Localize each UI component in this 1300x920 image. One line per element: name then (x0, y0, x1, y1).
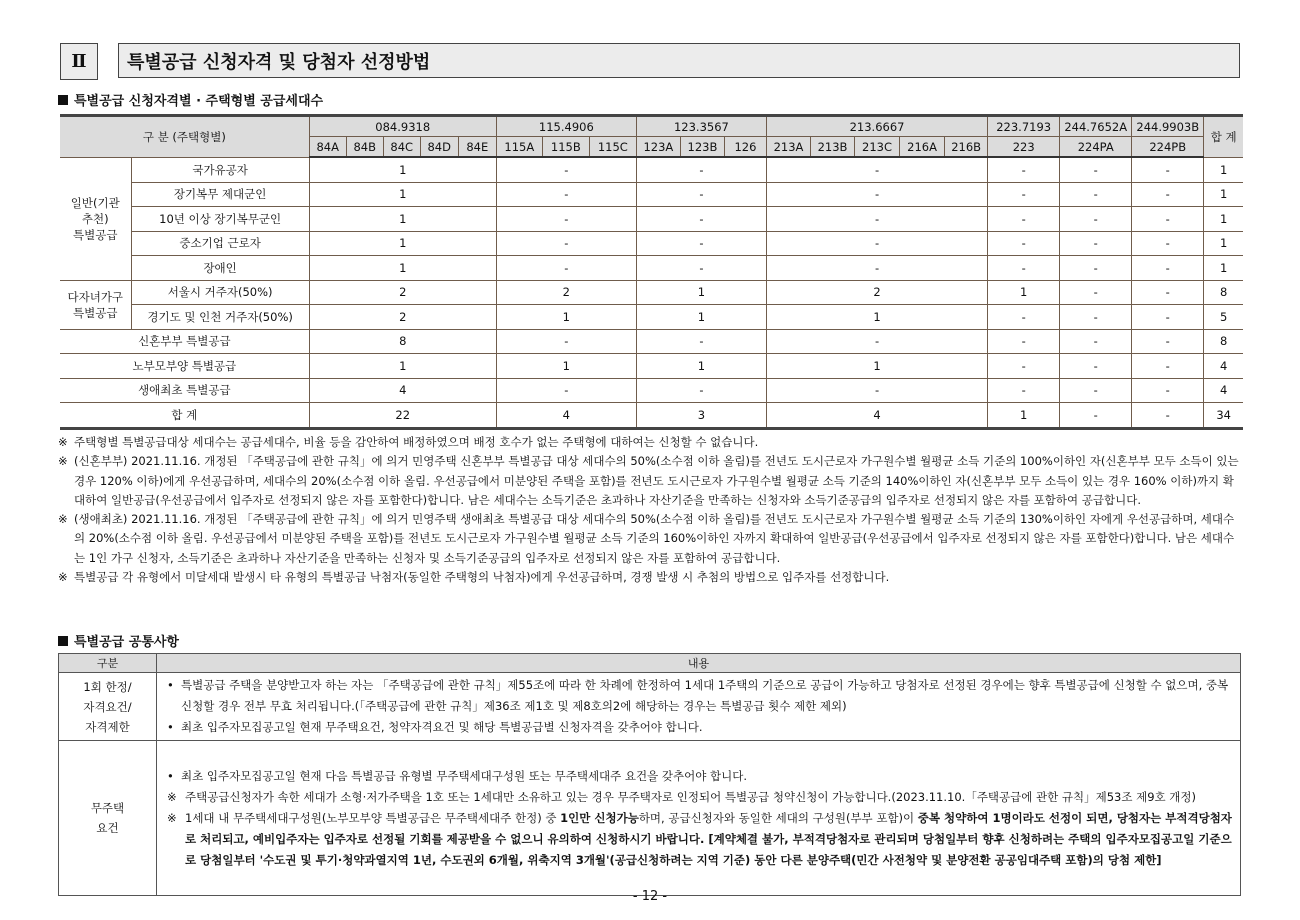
category-multichild: 다자녀가구 특별공급 (60, 280, 131, 329)
value-cell: - (988, 256, 1060, 281)
value-cell: - (1132, 157, 1204, 182)
subtype-header: 84E (458, 137, 496, 158)
list-item: • 최초 입주자모집공고일 현재 무주택요건, 청약자격요건 및 해당 특별공급별 신청자격을 갖추어야 합니다. (167, 720, 703, 734)
value-cell: - (1060, 305, 1132, 330)
value-cell: 1 (309, 207, 496, 232)
corner-header: 구 분 (주택형별) (60, 116, 309, 158)
note-text: (생애최초) 2021.11.16. 개정된 「주택공급에 관한 규칙」에 의거 민영주택 생애최초 특별공급 대상 세대수의 50%(소수점 이하 올림)를 전년도 도시근로자 가구원수별 월평균 소득 기준의 130%이하인 자에게 우선공급하며, 세대수의 20%(소수점 이하 올림. 우선공급에서 미분양된 주택을 포함)를 전년도 도시근로자 가구원수별 월평균 소득 기준의 160%이하인 자까지 확대하여 일반공급(우선공급에서 입주자로 선정되지 않은 자를 포함한다)합니다. 남은 세대수는 1인 가구 신청자, 소득기준은 초과하나 자산기준을 만족하는 신청자 및 소득기준공급의 입주자로 선정되지 않은 자를 포함하여 공급합니다. (74, 512, 1235, 565)
row-total: 1 (1204, 207, 1243, 232)
value-cell: 4 (309, 378, 496, 403)
subtype-header: 84C (383, 137, 420, 158)
subtype-header: 213C (855, 137, 900, 158)
value-cell: - (1132, 280, 1204, 305)
subtype-header: 224PB (1132, 137, 1204, 158)
value-cell: - (1132, 403, 1204, 429)
subtype-header: 115C (589, 137, 636, 158)
row-label: 중소기업 근로자 (131, 231, 309, 256)
row-label: 합 계 (60, 403, 309, 429)
value-cell: - (766, 182, 987, 207)
value-cell: - (988, 354, 1060, 379)
table-row (60, 378, 1243, 403)
table-row (60, 182, 1243, 207)
note-item (58, 433, 1243, 452)
value-cell: 2 (309, 305, 496, 330)
value-cell: - (1060, 329, 1132, 354)
value-cell: 22 (309, 403, 496, 429)
row-total: 1 (1204, 157, 1243, 182)
notes (58, 433, 1243, 587)
row-total: 1 (1204, 231, 1243, 256)
value-cell: 4 (496, 403, 636, 429)
value-cell: - (496, 329, 636, 354)
subtype-header: 84B (346, 137, 383, 158)
row-total: 1 (1204, 182, 1243, 207)
row-category-no-house: 무주택 요건 (59, 741, 157, 896)
value-cell: - (636, 157, 766, 182)
value-cell: - (496, 231, 636, 256)
subtype-header: 126 (724, 137, 766, 158)
note-item (58, 568, 1243, 587)
value-cell: - (1132, 207, 1204, 232)
value-cell: - (636, 256, 766, 281)
row-content-once-limit (157, 673, 1241, 741)
value-cell: 1 (309, 157, 496, 182)
col-content-header: 내용 (157, 654, 1241, 673)
table-row (60, 207, 1243, 232)
value-cell: - (988, 157, 1060, 182)
value-cell: - (1060, 207, 1132, 232)
value-cell: - (766, 256, 987, 281)
table-row (60, 329, 1243, 354)
value-cell: 1 (309, 256, 496, 281)
value-cell: - (1132, 329, 1204, 354)
row-category-once-limit: 1회 한정/ 자격요건/ 자격제한 (59, 673, 157, 741)
value-cell: - (766, 157, 987, 182)
row-total: 8 (1204, 329, 1243, 354)
row-total: 8 (1204, 280, 1243, 305)
value-cell: - (636, 231, 766, 256)
group-header: 244.7652A (1060, 116, 1132, 137)
group-header: 115.4906 (496, 116, 636, 137)
value-cell: 2 (309, 280, 496, 305)
value-cell: - (766, 329, 987, 354)
value-cell: - (1060, 157, 1132, 182)
value-cell: 1 (636, 305, 766, 330)
value-cell: 8 (309, 329, 496, 354)
value-cell: 1 (766, 305, 987, 330)
value-cell: 4 (766, 403, 987, 429)
subtype-header: 115A (496, 137, 542, 158)
group-header: 213.6667 (766, 116, 987, 137)
row-label: 장애인 (131, 256, 309, 281)
value-cell: - (1132, 305, 1204, 330)
note-mark: ※ (58, 570, 68, 585)
subtype-header: 123A (636, 137, 680, 158)
list-item: • 특별공급 주택을 분양받고자 하는 자는 「주택공급에 관한 규칙」제55조에 따라 한 차례에 한정하여 1세대 1주택의 기준으로 공급이 가능하고 당첨자로 선정된 경우에는 향후 특별공급에 신청할 수 없으며, 중복 신청할 경우 전부 무효 처리됩니다.(「주택공급에 관한 규칙」제36조 제1호 및 제8호의2에 해당하는 경우는 특별공급 횟수 제한 제외) (167, 678, 1229, 713)
group-header: 084.9318 (309, 116, 496, 137)
list-item: ※ 1세대 내 무주택세대구성원(노부모부양 특별공급은 무주택세대주 한정) 중 1인만 신청가능하며, 공급신청자와 동일한 세대의 구성원(부부 포함)이 중복 청약하여 1명이라도 선정이 되면, 당첨자는 부적격당첨자로 처리되고, 예비입주자는 입주자로 선정될 기회를 제공받을 수 없으니 유의하여 신청하시기 바랍니다. [계약체결 불가, 부적격당첨자로 관리되며 당첨일부터 향후 신청하려는 주택의 입주자모집공고일 기준으로 당첨일부터 '수도권 및 투기·청약과열지역 1년, 수도권외 6개월, 위축지역 3개월'(공급신청하려는 지역 기준) 동안 다른 분양주택(민간 사전청약 및 분양전환 공공임대주택 포함)의 당첨 제한] (167, 810, 1232, 867)
common-requirements-table (58, 653, 1241, 896)
square-bullet-icon (58, 95, 68, 105)
value-cell: 1 (988, 403, 1060, 429)
supply-table (60, 114, 1243, 430)
square-bullet-icon (58, 636, 68, 646)
value-cell: - (1060, 354, 1132, 379)
table-row (60, 280, 1243, 305)
value-cell: - (988, 231, 1060, 256)
value-cell: 1 (766, 354, 987, 379)
value-cell: 1 (636, 354, 766, 379)
row-label: 장기복무 제대군인 (131, 182, 309, 207)
value-cell: 1 (309, 231, 496, 256)
value-cell: - (1060, 256, 1132, 281)
value-cell: - (1060, 403, 1132, 429)
col-category-header: 구분 (59, 654, 157, 673)
row-label: 10년 이상 장기복무군인 (131, 207, 309, 232)
subtype-header: 213A (766, 137, 810, 158)
value-cell: - (1060, 378, 1132, 403)
value-cell: - (988, 378, 1060, 403)
value-cell: - (636, 182, 766, 207)
section-number: Ⅱ (60, 43, 98, 80)
value-cell: 1 (496, 305, 636, 330)
value-cell: - (496, 157, 636, 182)
value-cell: - (636, 329, 766, 354)
subtype-header: 84A (309, 137, 346, 158)
group-header: 244.9903B (1132, 116, 1204, 137)
table-row (60, 231, 1243, 256)
value-cell: - (988, 207, 1060, 232)
value-cell: - (636, 207, 766, 232)
subtype-header: 224PA (1060, 137, 1132, 158)
value-cell: - (988, 329, 1060, 354)
subtype-header: 223 (988, 137, 1060, 158)
subtype-header: 216A (900, 137, 945, 158)
row-label: 신혼부부 특별공급 (60, 329, 309, 354)
value-cell: 3 (636, 403, 766, 429)
value-cell: - (1060, 182, 1132, 207)
row-total: 4 (1204, 378, 1243, 403)
value-cell: - (766, 231, 987, 256)
value-cell: 1 (988, 280, 1060, 305)
row-total: 1 (1204, 256, 1243, 281)
note-text: (신혼부부) 2021.11.16. 개정된 「주택공급에 관한 규칙」에 의거 민영주택 신혼부부 특별공급 대상 세대수의 50%(소수점 이하 올림)를 전년도 도시근로자 가구원수별 월평균 소득 기준의 100%이하인 자(신혼부부 모두 소득이 있는 경우 120% 이하)에게 우선공급하며, 세대수의 20%(소수점 이하 올림. 우선공급에서 미분양된 주택을 포함)를 전년도 도시근로자 가구원수별 월평균 소득 기준의 140%이하인 자(신혼부부 모두 소득이 있는 경우 160% 이하)까지 확대하여 일반공급(우선공급에서 입주자로 선정되지 않은 자를 포함한다)합니다. 남은 세대수는 소득기준은 초과하나 자산기준을 만족하는 신청자와 소득기준공급의 입주자로 선정되지 않은 자를 포함하여 공급합니다. (74, 454, 1239, 507)
section-header (60, 43, 1240, 80)
value-cell: 2 (496, 280, 636, 305)
note-text: 특별공급 각 유형에서 미달세대 발생시 타 유형의 특별공급 낙첨자(동일한 주택형의 낙첨자)에게 우선공급하며, 경쟁 발생 시 추첨의 방법으로 입주자를 선정합니다. (74, 570, 890, 585)
value-cell: - (1060, 231, 1132, 256)
value-cell: - (1132, 378, 1204, 403)
page-number: - 12 - (632, 889, 668, 904)
value-cell: 1 (496, 354, 636, 379)
value-cell: - (766, 378, 987, 403)
group-header: 123.3567 (636, 116, 766, 137)
subsection-heading-supply: 특별공급 신청자격별 · 주택형별 공급세대수 (58, 90, 323, 109)
value-cell: - (1132, 182, 1204, 207)
section-title: 특별공급 신청자격 및 당첨자 선정방법 (118, 43, 1240, 78)
row-label: 서울시 거주자(50%) (131, 280, 309, 305)
table-row (60, 305, 1243, 330)
row-total: 34 (1204, 403, 1243, 429)
value-cell: - (496, 256, 636, 281)
note-item (58, 452, 1243, 510)
row-label: 경기도 및 인천 거주자(50%) (131, 305, 309, 330)
value-cell: - (988, 305, 1060, 330)
subtype-header: 216B (945, 137, 988, 158)
subtype-header: 84D (420, 137, 458, 158)
value-cell: - (988, 182, 1060, 207)
value-cell: 1 (309, 354, 496, 379)
note-item (58, 510, 1243, 568)
note-mark: ※ (58, 435, 68, 449)
subtype-header: 213B (811, 137, 855, 158)
row-content-no-house (157, 741, 1241, 896)
value-cell: - (496, 207, 636, 232)
table-row (60, 354, 1243, 379)
subtype-header: 123B (680, 137, 724, 158)
value-cell: - (636, 378, 766, 403)
value-cell: 2 (766, 280, 987, 305)
row-total: 5 (1204, 305, 1243, 330)
table-row (60, 256, 1243, 281)
row-total: 4 (1204, 354, 1243, 379)
value-cell: - (496, 182, 636, 207)
list-item: ※ 주택공급신청자가 속한 세대가 소형·저가주택을 1호 또는 1세대만 소유하고 있는 경우 무주택자로 인정되어 특별공급 청약신청이 가능합니다.(2023.11.10.「주택공급에 관한 규칙」제53조 제9호 개정) (167, 789, 1197, 804)
note-mark: ※ (58, 454, 68, 469)
row-label: 노부모부양 특별공급 (60, 354, 309, 379)
list-item: • 최초 입주자모집공고일 현재 다음 특별공급 유형별 무주택세대구성원 또는 무주택세대주 요건을 갖추어야 합니다. (167, 768, 747, 783)
value-cell: 1 (309, 182, 496, 207)
note-text: 주택형별 특별공급대상 세대수는 공급세대수, 비율 등을 감안하여 배정하였으며 배정 호수가 없는 주택형에 대하여는 신청할 수 없습니다. (74, 435, 759, 449)
value-cell: - (496, 378, 636, 403)
group-header: 223.7193 (988, 116, 1060, 137)
value-cell: - (1060, 280, 1132, 305)
note-mark: ※ (58, 512, 68, 527)
subtype-header: 115B (542, 137, 589, 158)
value-cell: - (1132, 256, 1204, 281)
value-cell: 1 (636, 280, 766, 305)
value-cell: - (766, 207, 987, 232)
subsection-heading-common: 특별공급 공통사항 (58, 631, 179, 650)
category-general: 일반(기관 추천) 특별공급 (60, 157, 131, 280)
table-row (60, 403, 1243, 429)
row-label: 국가유공자 (131, 157, 309, 182)
row-label: 생애최초 특별공급 (60, 378, 309, 403)
value-cell: - (1132, 231, 1204, 256)
value-cell: - (1132, 354, 1204, 379)
total-header: 합 계 (1204, 116, 1243, 158)
header-row (60, 116, 1243, 137)
table-row (60, 157, 1243, 182)
